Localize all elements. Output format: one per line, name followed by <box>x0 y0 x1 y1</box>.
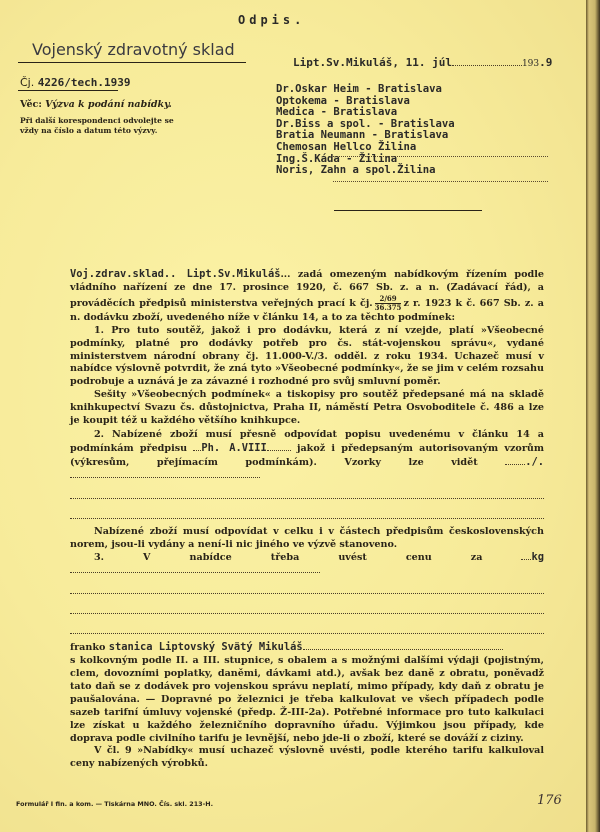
fill-dots <box>70 477 260 478</box>
signature-line <box>334 210 482 211</box>
place-date-text: Lipt.Sv.Mikuláš, 11. júl <box>293 56 452 69</box>
reference-prefix: Čj. <box>20 76 35 89</box>
organization-name: Vojenský zdravotný sklad <box>32 40 235 59</box>
typed-issuer: Voj.zdrav.sklad.. Lipt.Sv.Mikuláš <box>70 268 281 280</box>
intro-paragraph <box>70 268 544 325</box>
typed-regulation: Ph. A.VIII <box>201 441 267 454</box>
blank-dotted-line <box>70 581 544 594</box>
address-dotted-line <box>333 156 548 157</box>
typed-samples: ./. <box>525 455 544 468</box>
paragraph-2-text-b: jakož i předepsaným autorisovaným vzorům (výkresům, přejímacím podmínkám). Vzorky lze vidět <box>70 442 544 468</box>
subject-label: Věc: <box>20 99 42 110</box>
franko-label: franko <box>70 642 106 654</box>
organization-underline <box>18 62 246 63</box>
intro-text-2: z r. 1923 k č. 667 Sb. z. a n. dodávku zboží, uvedeného níže v článku 14, a to za těchto podmínek: <box>70 297 544 323</box>
correspondence-note: Při další korespondenci odvolejte se vždy na číslo a datum této výzvy. <box>20 116 174 135</box>
recipient: Optokema - Bratislava <box>276 94 410 107</box>
year-prefix: 193 <box>521 59 540 69</box>
paragraph-4 <box>70 745 544 771</box>
fill-dots <box>70 572 320 573</box>
fraction-denominator: 36.375 <box>374 302 402 312</box>
print-info: Formulář I fin. a kom. — Tiskárna MNO. Čís. skl. 213-H. <box>16 800 214 808</box>
paragraph-3-text: 3. V nabídce třeba uvést cenu za <box>94 552 483 564</box>
recipient: Ing.Š.Káda - Žilina <box>276 152 398 165</box>
paragraph-1b: Sešity »Všeobecných podmínek« a tiskopisy pro soutěž předepsané má na skladě knihkupectví Svazu čs. důstojnictva, Praha II, náměstí Petra Osvoboditele č. 486 a lze je koupit též u každého většího knihkupce. <box>70 389 544 427</box>
subject-line <box>20 99 172 110</box>
recipient: Dr.Oskar Heim - Bratislava <box>276 83 442 95</box>
fill-dots <box>505 464 525 465</box>
intro-text: ... zadá omezeným nabídkovým řízením podle vládního nařízení ze dne 17. prosince 1920, č. 667 Sb. z. a n. (Zadávací řád), a prováděcích předpisů ministerstva veřejných prací k čj. <box>70 269 544 309</box>
recipient: Bratia Neumann - Bratislava <box>276 129 449 142</box>
reference-fraction <box>375 295 402 312</box>
paragraph-3 <box>70 551 544 578</box>
page-edge <box>586 0 600 832</box>
recipient: Noris, Zahn a spol.Žilina <box>276 164 436 177</box>
blank-dotted-line <box>70 486 544 499</box>
date-fill-dots <box>452 65 522 66</box>
reference-underline <box>18 90 118 91</box>
fill-dots <box>521 559 531 560</box>
fraction-numerator: 2/69 <box>375 295 402 304</box>
recipient-list <box>276 84 455 177</box>
typed-station: stanica Liptovský Svätý Mikuláš <box>108 641 303 654</box>
folio-number: 176 <box>537 793 562 808</box>
fill-dots <box>303 649 503 650</box>
reference-number <box>20 76 130 89</box>
address-dotted-line <box>333 181 548 182</box>
blank-dotted-line <box>70 601 544 614</box>
fill-dots <box>267 450 291 451</box>
paragraph-4-text-b: podle kterého tarifu kalkuloval ceny nabízených výrobků. <box>70 745 545 770</box>
document-body <box>70 268 544 771</box>
recipient: Dr.Biss a spol. - Bratislava <box>276 117 455 130</box>
year-digit: 9 <box>545 56 553 69</box>
recipient: Medica - Bratislava <box>276 106 398 119</box>
paragraph-2c: Nabízené zboží musí odpovídat v celku i v částech předpisům československých norem, jsou-li vydány a není-li nic jiného ve výzvě stanoveno. <box>70 525 544 550</box>
reference-value: 4226/tech.1939 <box>37 76 131 89</box>
paragraph-4-text: V čl. 9 »Nabídky« musí uchazeč <box>94 745 274 757</box>
paragraph-3b: s kolkovným podle II. a III. stupnice, s obalem a s možnými dalšími výdaji (pojistným, clem, dovozními poplatky, daněmi, dávkami atd.), avšak bez daně z obratu, poněvadž tato daň se z dodávek pro vojenskou správu neplatí, mimo případy, kdy daň z obratu je paušalována. — Dopravné po železnici je třeba kalkulovat ve všech případech podle sazeb tarifní úmluvy vojenské (předp. Ž-III-2a). Potřebné informace pro tuto kalkulaci lze získat u každého železničního dopravního úřadu. Výjimkou jsou případy, kde doprava podle civilního tarifu je levnější, nebo jde-li o zboží, které se dováží z ciziny. <box>70 655 544 744</box>
recipient: Chemosan Hellco Žilina <box>276 140 417 153</box>
blank-dotted-line <box>70 621 544 634</box>
blank-dotted-line <box>70 506 544 519</box>
paragraph-2-text: 2. Nabízené zboží musí přesně odpovídat popisu uvedenému v článku 14 a podmínkám předpisu <box>70 428 544 454</box>
paragraph-2 <box>70 429 544 483</box>
paragraph-4-emphasis: výslovně uvésti, <box>279 745 366 757</box>
typed-unit: kg <box>531 551 544 564</box>
document-title: Odpis. <box>238 13 306 27</box>
franko-line <box>70 641 544 655</box>
paragraph-1: 1. Pro tuto soutěž, jakož i pro dodávku, která z ní vzejde, platí »Všeobecné podmínky, platné pro dodávky potřeb pro čs. stát-vojenskou správu«, vydané ministerstvem národní obrany čj. 11.000-V./3. odděl. z roku 1934. Uchazeč musí v nabídce výslovně potvrdit, že zná tyto »Všeobecné podmínky«, že se jim v celém rozsahu podrobuje a uznává je za závazné i rozhodné pro svůj smluvní poměr. <box>70 324 544 388</box>
subject-text: Výzva k podání nabídky. <box>45 99 172 110</box>
place-date: Lipt.Sv.Mikuláš, 11. júl 193.9 <box>293 56 553 69</box>
